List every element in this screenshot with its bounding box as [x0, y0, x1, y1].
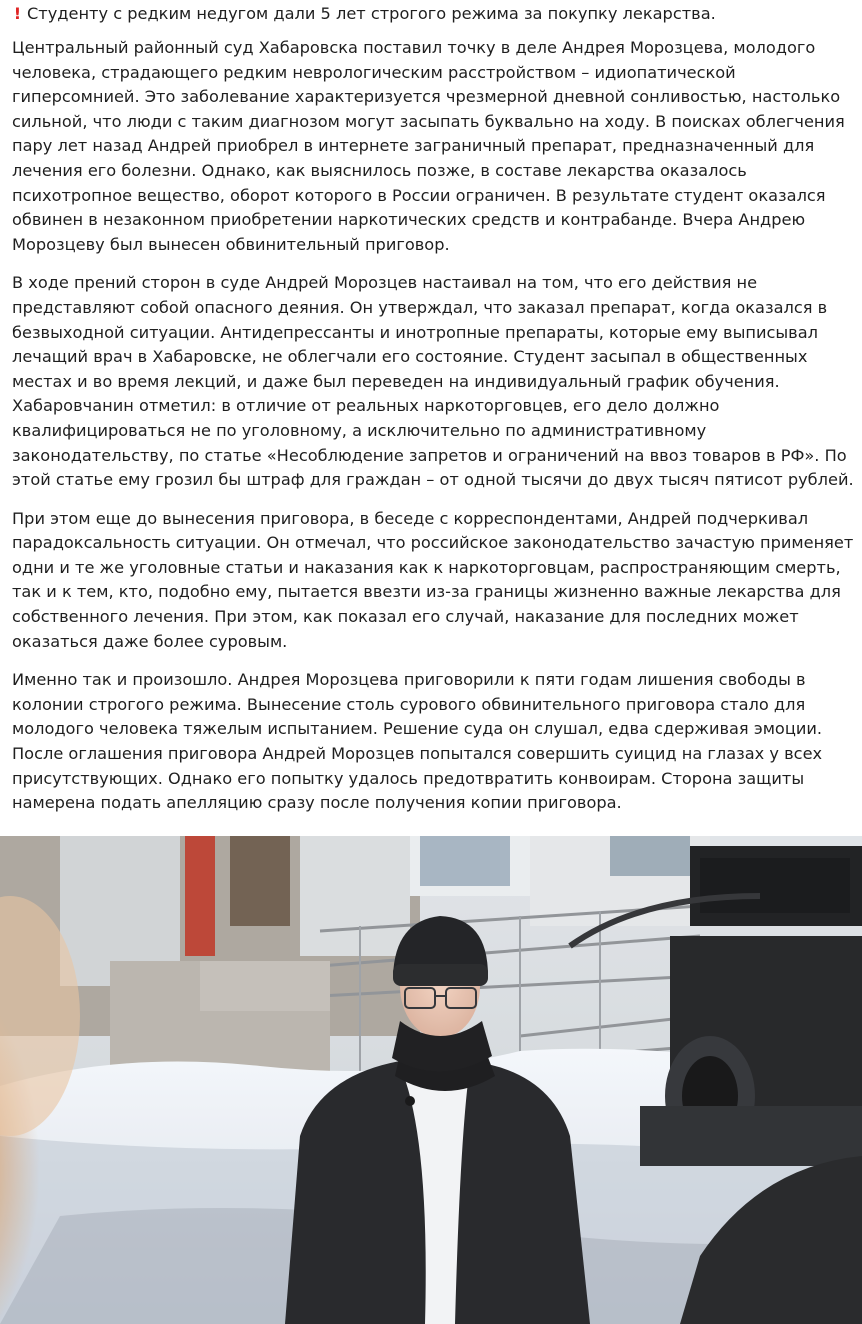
paragraph-line: Морозцеву был вынесен обвинительный приговор.: [12, 234, 450, 254]
post-headline: [12, 2, 850, 26]
photo-illustration: [0, 836, 862, 1324]
paragraph-line: этой статье ему грозил бы штраф для граждан – от одной тысячи до двух тысяч пятисот рублей.: [12, 470, 854, 490]
post-paragraph: [12, 507, 854, 655]
paragraph-line: лечения его болезни. Однако, как выяснилось позже, в составе лекарства оказалось: [12, 160, 747, 180]
paragraph-line: Именно так и произошло. Андрея Морозцева приговорили к пяти годам лишения свободы в: [12, 670, 806, 690]
paragraph-line: психотропное вещество, оборот которого в России ограничен. В результате студент оказался: [12, 185, 826, 205]
paragraph-line: При этом еще до вынесения приговора, в беседе с корреспондентами, Андрей подчеркивал: [12, 508, 809, 528]
paragraph-line: После оглашения приговора Андрей Морозцев попытался совершить суицид на глазах у всех: [12, 744, 823, 764]
paragraph-line: собственного лечения. При этом, как показал его случай, наказание для последних может: [12, 607, 799, 627]
headline-text: Студенту с редким недугом дали 5 лет строгого режима за покупку лекарства.: [27, 4, 716, 23]
paragraph-line: оказаться даже более суровым.: [12, 631, 288, 651]
paragraph-line: пару лет назад Андрей приобрел в интернете заграничный препарат, предназначенный для: [12, 136, 815, 156]
paragraph-line: так и к тем, кто, подобно ему, пытается ввезти из-за границы жизненно важные лекарства для: [12, 582, 841, 602]
paragraph-line: гиперсомнией. Это заболевание характеризуется чрезмерной дневной сонливостью, настолько: [12, 87, 841, 107]
post-paragraph: [12, 271, 854, 492]
paragraph-line: лечащий врач в Хабаровске, не облегчали его состояние. Студент засыпал в общественных: [12, 347, 808, 367]
paragraph-line: намерена подать апелляцию сразу после получения копии приговора.: [12, 793, 622, 813]
paragraph-line: В ходе прений сторон в суде Андрей Морозцев настаивал на том, что его действия не: [12, 273, 758, 293]
paragraph-line: Центральный районный суд Хабаровска поставил точку в деле Андрея Морозцева, молодого: [12, 38, 816, 57]
paragraph-line: сильной, что люди с таким диагнозом могут засыпать буквально на ходу. В поисках облегчения: [12, 111, 845, 131]
paragraph-line: местах и во время лекций, и даже был переведен на индивидуальный график обучения.: [12, 371, 780, 391]
paragraph-line: безвыходной ситуации. Антидепрессанты и инотропные препараты, которые ему выписывал: [12, 322, 818, 342]
paragraph-line: человека, страдающего редким неврологическим расстройством – идиопатической: [12, 62, 736, 82]
post-photo[interactable]: [0, 836, 862, 1324]
paragraph-line: квалифицироваться не по уголовному, а исключительно по административному: [12, 420, 707, 440]
post-paragraph: [12, 36, 850, 257]
paragraph-line: парадоксальность ситуации. Он отмечал, что российское законодательство зачастую применяет: [12, 533, 854, 553]
paragraph-line: молодого человека тяжелым испытанием. Решение суда он слушал, едва сдерживая эмоции.: [12, 719, 823, 739]
paragraph-line: законодательству, по статье «Несоблюдение запретов и ограничений на ввоз товаров в РФ». По: [12, 445, 847, 465]
paragraph-line: представляют собой опасного деяния. Он утверждал, что заказал препарат, когда оказался в: [12, 297, 828, 317]
paragraph-line: присутствующих. Однако его попытку удалось предотвратить конвоирам. Сторона защиты: [12, 768, 805, 788]
paragraph-line: Хабаровчанин отметил: в отличие от реальных наркоторговцев, его дело должно: [12, 396, 720, 416]
paragraph-line: обвинен в незаконном приобретении наркотических средств и контрабанде. Вчера Андрею: [12, 210, 806, 230]
post-paragraph: [12, 668, 850, 816]
paragraph-line: колонии строгого режима. Вынесение столь сурового обвинительного приговора стало для: [12, 694, 806, 714]
red-exclamation-icon: !: [13, 4, 22, 23]
post-body: [12, 36, 854, 816]
paragraph-line: одни и те же уголовные статьи и наказания как к наркоторговцам, распространяющим смерть,: [12, 557, 841, 577]
